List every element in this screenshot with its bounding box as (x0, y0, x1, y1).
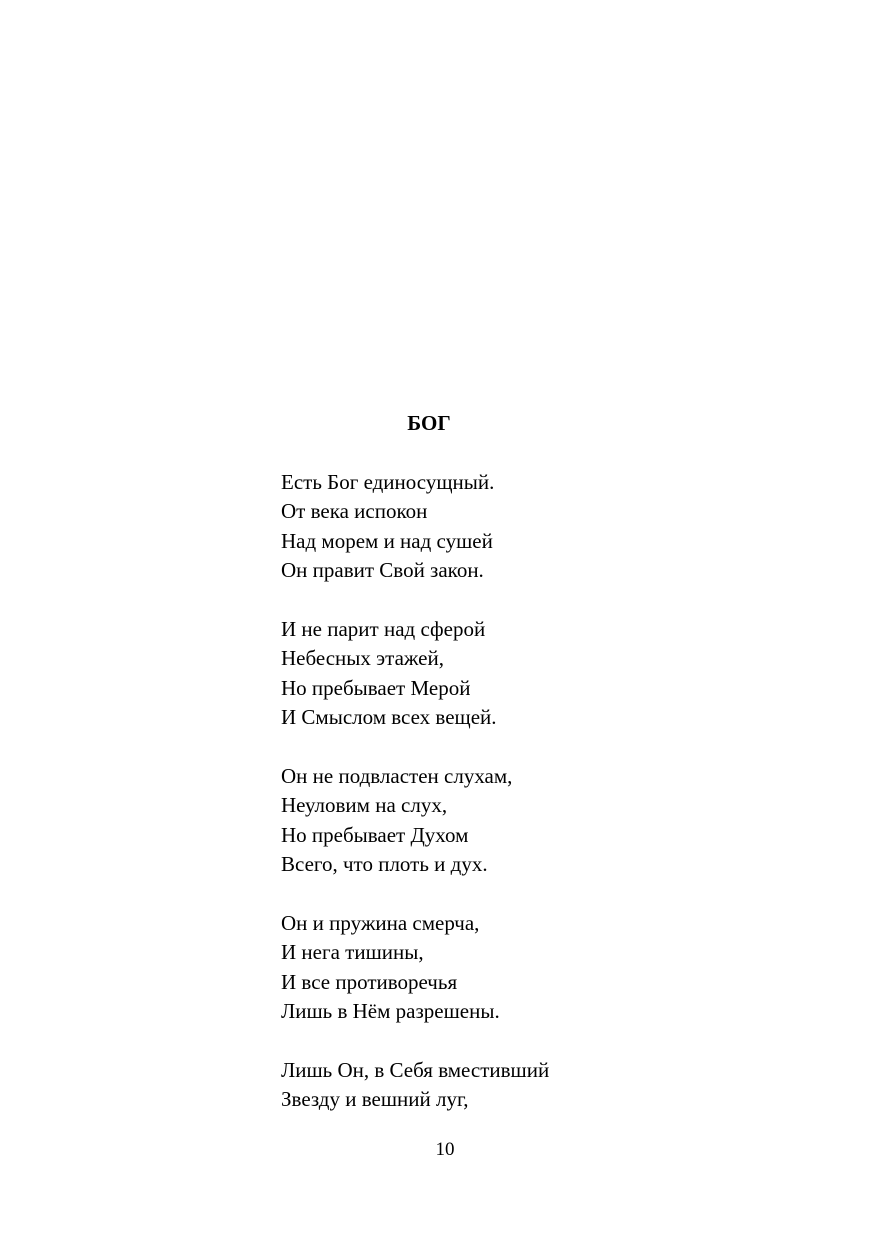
poem-line: Неуловим на слух, (281, 793, 448, 818)
stanza (281, 909, 801, 1027)
poem-line: И не парит над сферой (281, 617, 486, 642)
poem-line: Он не подвластен слухам, (281, 764, 513, 789)
poem-line: От века испокон (281, 499, 428, 524)
stanza (281, 615, 801, 733)
poem-body (281, 468, 801, 1144)
stanza (281, 762, 801, 880)
poem-line: И Смыслом всех вещей. (281, 705, 497, 730)
poem-line: Но пребывает Мерой (281, 675, 471, 700)
poem-line: Он правит Свой закон. (281, 558, 484, 583)
poem-line: Лишь Он, в Себя вместивший (281, 1058, 550, 1083)
poem-line: Небесных этажей, (281, 646, 444, 671)
stanza (281, 468, 801, 586)
poem-line: И все противоречья (281, 969, 458, 994)
poem-line: Над морем и над сушей (281, 528, 493, 553)
poem-line: И нега тишины, (281, 940, 424, 965)
page-number: 10 (435, 1139, 455, 1160)
poem-line: Лишь в Нём разрешены. (281, 999, 500, 1024)
stanza (281, 1056, 801, 1115)
poem-line: Всего, что плоть и дух. (281, 852, 488, 877)
poem-line: Звезду и вешний луг, (281, 1087, 469, 1112)
poem-title: БОГ (407, 411, 451, 435)
poem-line: Есть Бог единосущный. (281, 470, 495, 494)
poem-line: Но пребывает Духом (281, 822, 469, 847)
poem-line: Он и пружина смерча, (281, 911, 480, 936)
